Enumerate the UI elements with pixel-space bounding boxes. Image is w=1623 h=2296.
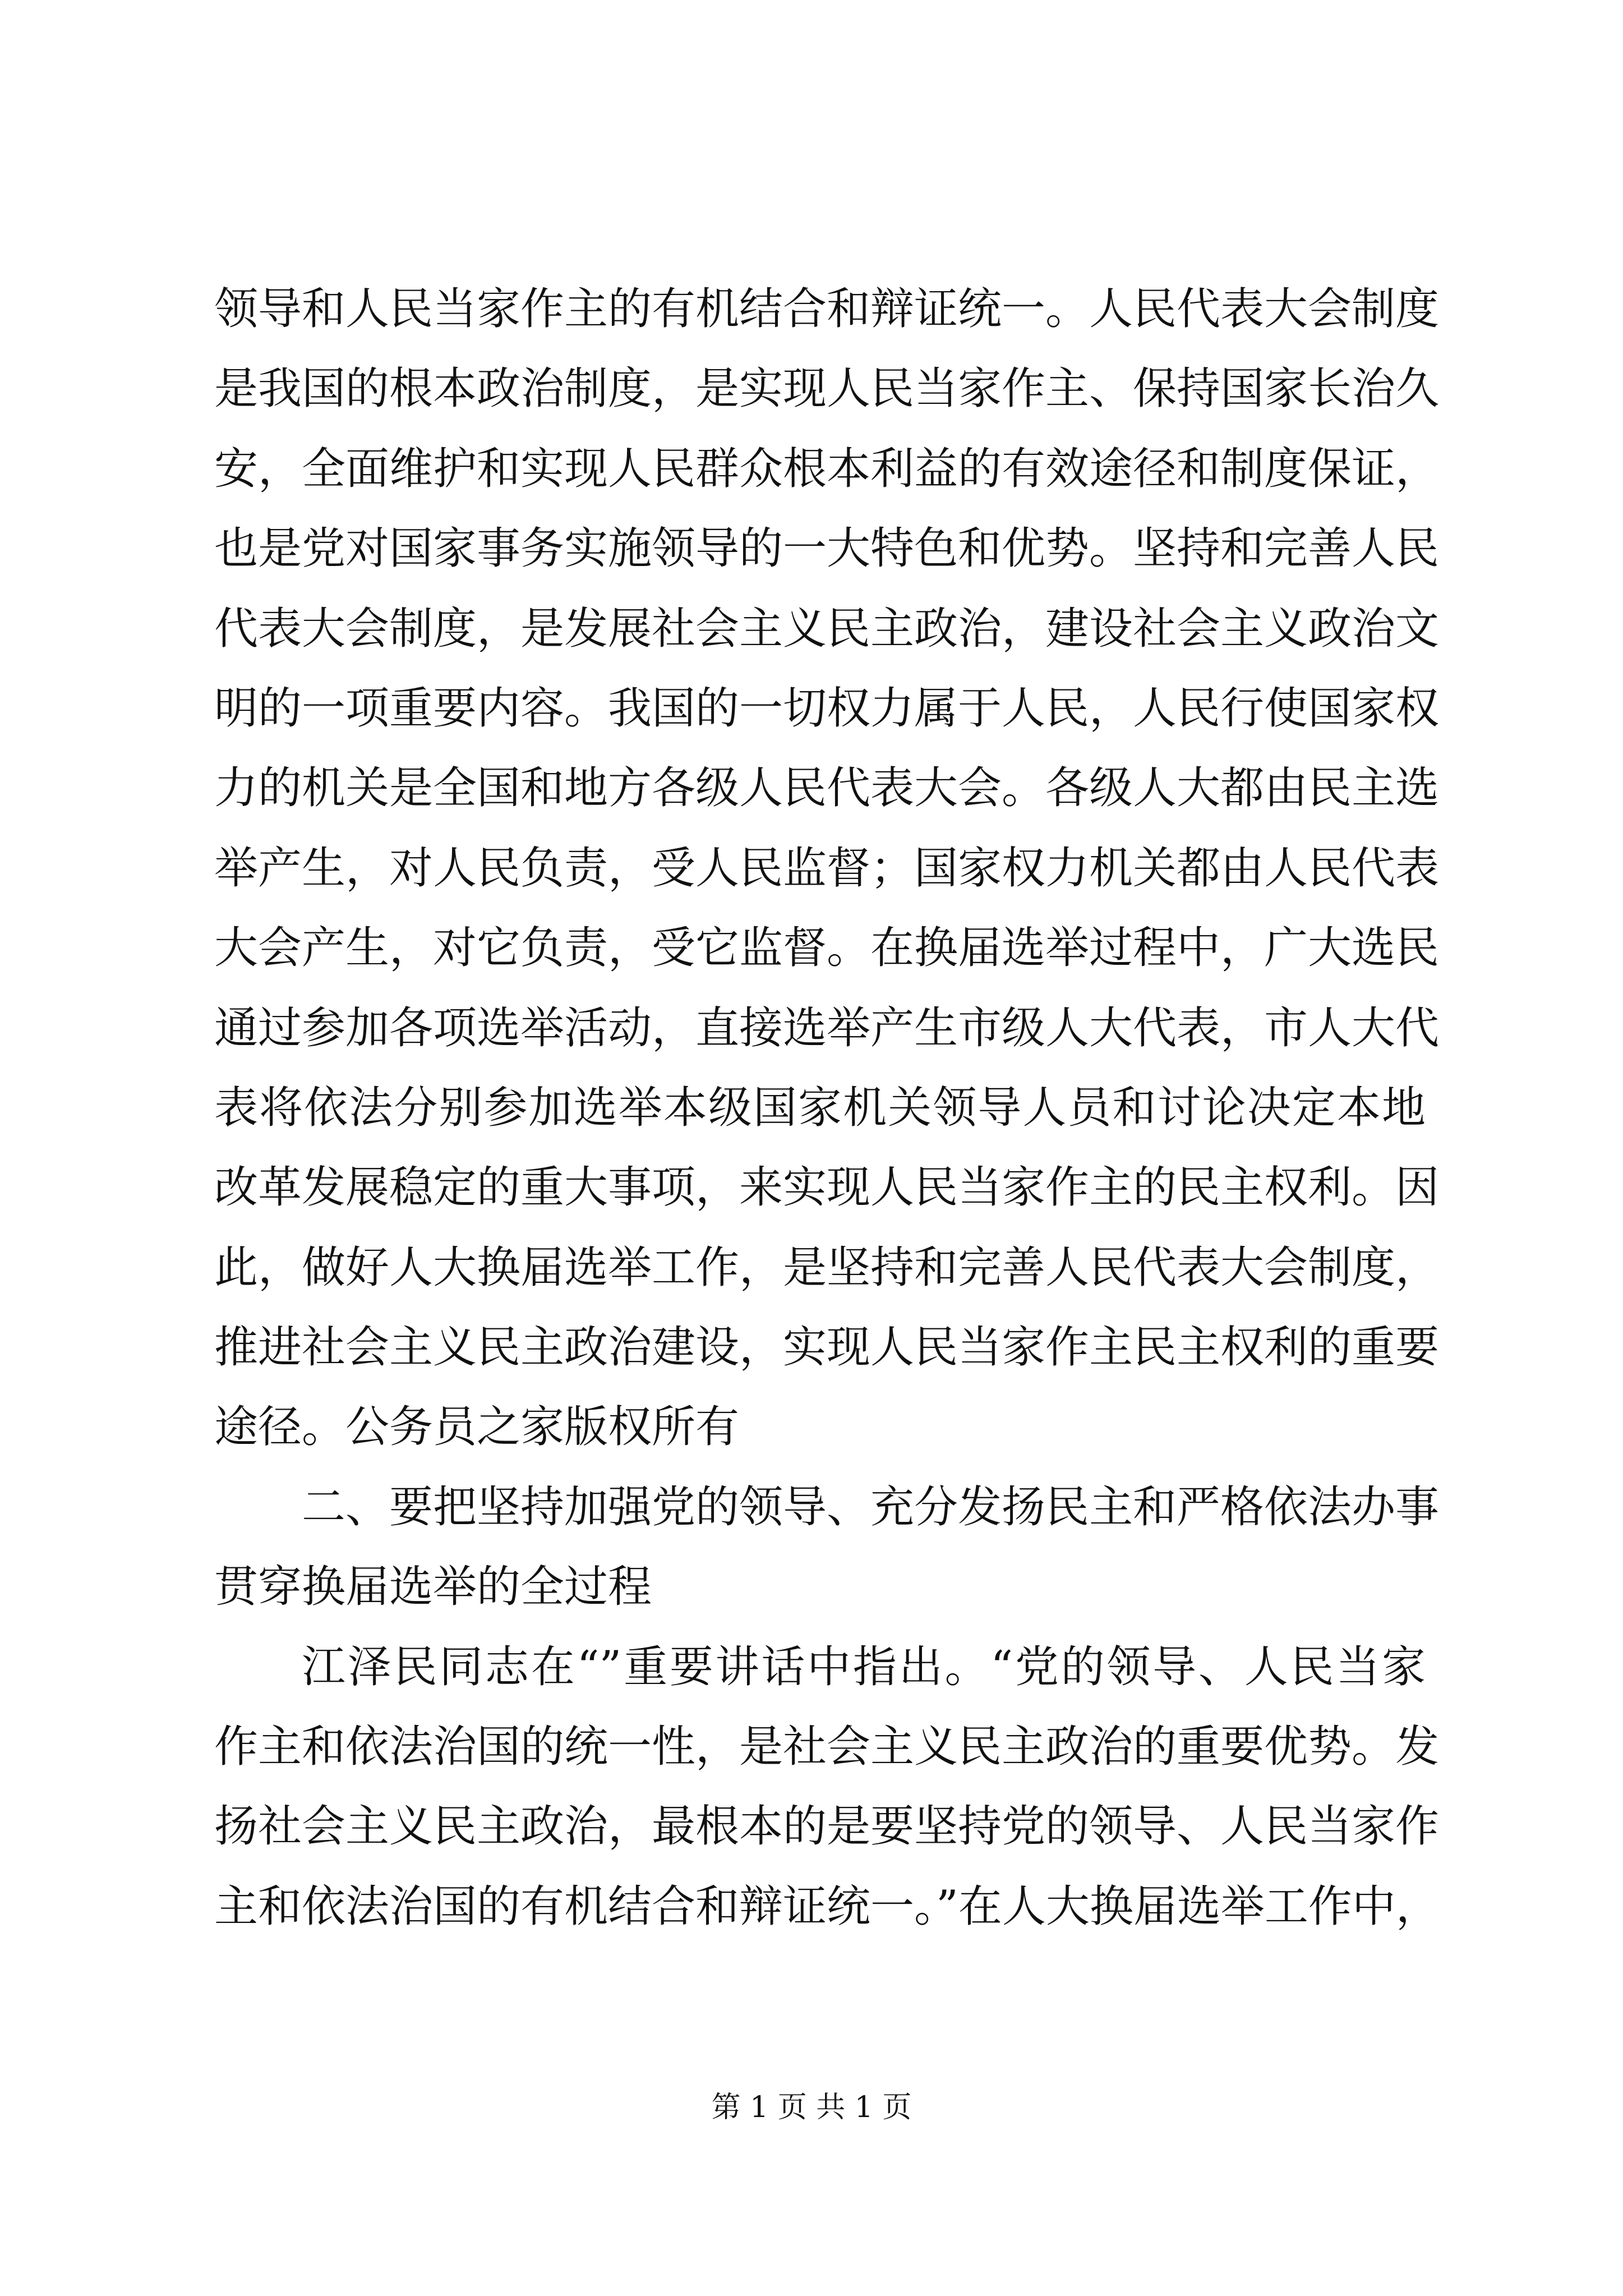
paragraph-line: 改革发展稳定的重大事项，来实现人民当家作主的民主权利。因	[214, 1162, 1440, 1213]
paragraph-line: 举产生，对人民负责，受人民监督；国家权力机关都由人民代表	[214, 843, 1440, 894]
paragraph-line: 作主和依法治国的统一性，是社会主义民主政治的重要优势。发	[214, 1722, 1440, 1773]
section-heading-line: 二、要把坚持加强党的领导、充分发扬民主和严格依法办事	[302, 1481, 1440, 1533]
paragraph-line: 推进社会主义民主政治建设，实现人民当家作主民主权利的重要	[214, 1322, 1440, 1373]
paragraph-line: 扬社会主义民主政治，最根本的是要坚持党的领导、人民当家作	[214, 1801, 1440, 1852]
paragraph-line: 力的机关是全国和地方各级人民代表大会。各级人大都由民主选	[214, 763, 1440, 814]
page-number-footer: 第 1 页 共 1 页	[711, 2091, 912, 2124]
paragraph-line: 安，全面维护和实现人民群众根本利益的有效途径和制度保证，	[214, 443, 1440, 494]
paragraph-line: 途径。公务员之家版权所有	[214, 1402, 740, 1453]
paragraph-line: 江泽民同志在“”重要讲话中指出。“党的领导、人民当家	[302, 1641, 1426, 1692]
paragraph-line: 是我国的根本政治制度，是实现人民当家作主、保持国家长治久	[214, 364, 1440, 415]
paragraph-line: 也是党对国家事务实施领导的一大特色和优势。坚持和完善人民	[214, 523, 1440, 574]
paragraph-line: 通过参加各项选举活动，直接选举产生市级人大代表，市人大代	[214, 1002, 1440, 1053]
paragraph-line: 领导和人民当家作主的有机结合和辩证统一。人民代表大会制度	[214, 284, 1440, 334]
paragraph-line: 大会产生，对它负责，受它监督。在换届选举过程中，广大选民	[214, 923, 1440, 974]
paragraph-line: 主和依法治国的有机结合和辩证统一。”在人大换届选举工作中，	[214, 1881, 1440, 1932]
paragraph-line: 代表大会制度，是发展社会主义民主政治，建设社会主义政治文	[214, 603, 1440, 654]
document-body	[214, 269, 1440, 1947]
paragraph-line: 明的一项重要内容。我国的一切权力属于人民，人民行使国家权	[214, 683, 1440, 734]
section-heading-line: 贯穿换届选举的全过程	[214, 1562, 652, 1613]
paragraph-line: 表将依法分别参加选举本级国家机关领导人员和讨论决定本地	[214, 1082, 1426, 1133]
paragraph-line: 此，做好人大换届选举工作，是坚持和完善人民代表大会制度，	[214, 1242, 1440, 1293]
